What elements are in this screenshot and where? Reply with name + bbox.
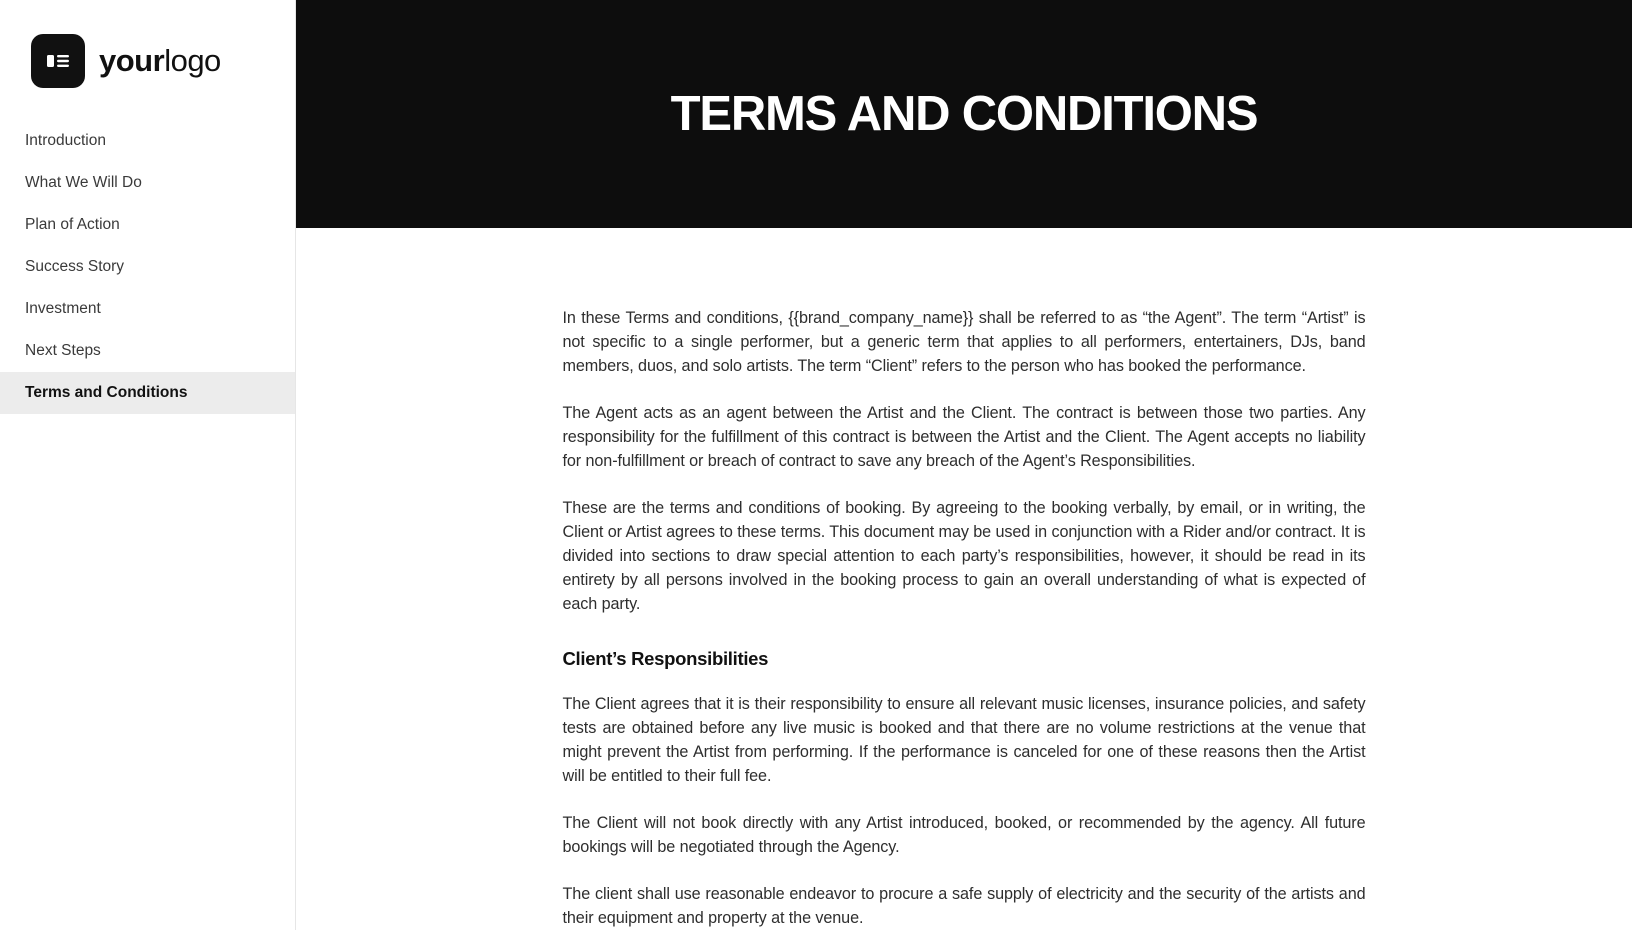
section-paragraph-1: The Client agrees that it is their responsibility to ensure all relevant music licenses, insurance policies, and safety tests are obtained before any live music is booked and that there are no volume restrictions at the venue that might prevent the Artist from performing. If the performance is canceled for one of these reasons then the Artist will be entitled to their full fee. xyxy=(562,695,1366,785)
paragraph-2: The Agent acts as an agent between the Artist and the Client. The contract is between those two parties. Any responsibility for the fulfillment of this contract is between the Artist and the Client. The Agent accepts no liability for non-fulfillment or breach of contract to save any breach of the Agent’s Responsibilities. xyxy=(562,404,1366,470)
logo-text xyxy=(99,43,221,79)
sidebar-item-plan-of-action[interactable]: Plan of Action xyxy=(0,204,295,246)
sidebar xyxy=(0,0,296,930)
paragraph-3: These are the terms and conditions of booking. By agreeing to the booking verbally, by email, or in writing, the Client or Artist agrees to these terms. This document may be used in conjunction with a Rider and/or contract. It is divided into sections to draw special attention to each party’s responsibilities, however, it should be read in its entirety by all persons involved in the booking process to gain an overall understanding of what is expected of each party. xyxy=(562,499,1366,613)
sidebar-item-next-steps[interactable]: Next Steps xyxy=(0,330,295,372)
logo-mark-icon xyxy=(31,34,85,88)
section-paragraph-2: The Client will not book directly with any Artist introduced, booked, or recommended by the agency. All future bookings will be negotiated through the Agency. xyxy=(562,814,1366,856)
sidebar-nav xyxy=(0,120,295,414)
sidebar-item-what-we-will-do[interactable]: What We Will Do xyxy=(0,162,295,204)
page-title: TERMS AND CONDITIONS xyxy=(670,87,1258,141)
section-heading-client-responsibilities: Client’s Responsibilities xyxy=(562,648,769,669)
sidebar-item-introduction[interactable]: Introduction xyxy=(0,120,295,162)
sidebar-item-terms-and-conditions[interactable]: Terms and Conditions xyxy=(0,372,295,414)
paragraph-1: In these Terms and conditions, {{brand_company_name}} shall be referred to as “the Agent”. The term “Artist” is not specific to a single performer, but a generic term that applies to all performers, entertainers, DJs, band members, duos, and solo artists. The term “Client” refers to the person who has booked the performance. xyxy=(562,309,1366,375)
logo-text-bold: your xyxy=(99,43,165,78)
logo-text-light: logo xyxy=(164,43,221,78)
page-header xyxy=(296,0,1632,228)
sidebar-item-investment[interactable]: Investment xyxy=(0,288,295,330)
document-body xyxy=(296,228,1632,930)
section-paragraph-3: The client shall use reasonable endeavor to procure a safe supply of electricity and the security of the artists and their equipment and property at the venue. xyxy=(562,885,1366,927)
main-content xyxy=(296,0,1632,930)
logo[interactable] xyxy=(0,0,295,88)
sidebar-item-success-story[interactable]: Success Story xyxy=(0,246,295,288)
